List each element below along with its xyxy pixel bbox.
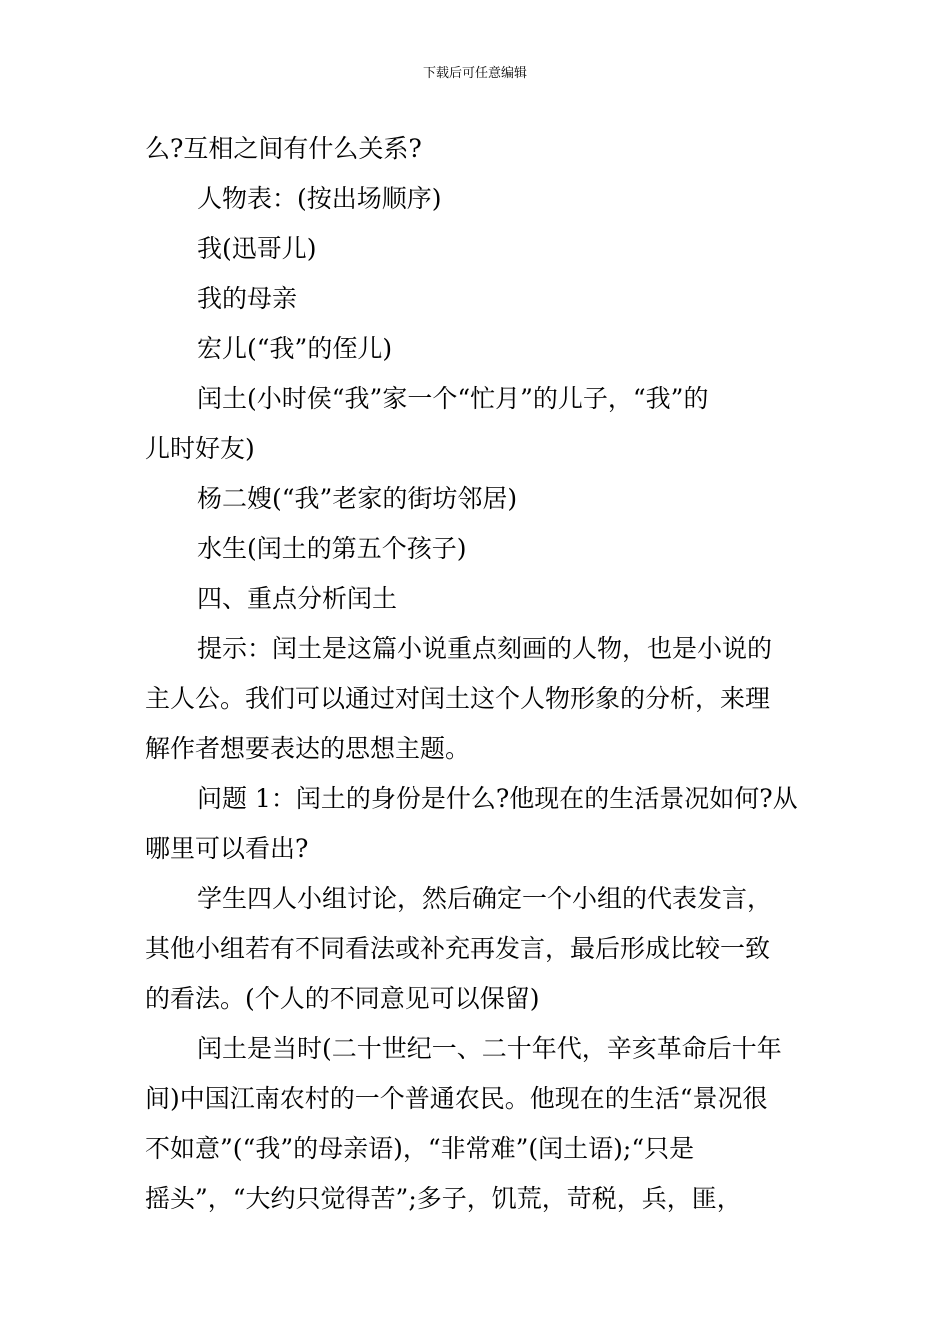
text-line: 闰土是当时(二十世纪一、二十年代，辛亥革命后十年 — [197, 1034, 782, 1063]
text-line: 摇头”，“大约只觉得苦”;多子，饥荒，苛税，兵，匪， — [145, 1184, 742, 1213]
page-header: 下载后可任意编辑 — [422, 66, 527, 81]
text-line: 问题 1：闰土的身份是什么?他现在的生活景况如何?从 — [197, 784, 798, 813]
text-line: 间)中国江南农村的一个普通农民。他现在的生活“景况很 — [145, 1084, 768, 1113]
text-line: 儿时好友) — [145, 434, 255, 463]
text-line: 我的母亲 — [197, 284, 298, 313]
text-line: 的看法。(个人的不同意见可以保留) — [145, 984, 540, 1013]
text-line: 水生(闰土的第五个孩子) — [197, 534, 467, 563]
text-line: 不如意”(“我”的母亲语)，“非常难”(闰土语);“只是 — [145, 1134, 695, 1163]
text-line: 解作者想要表达的思想主题。 — [145, 734, 471, 763]
text-line: 闰土(小时侯“我”家一个“忙月”的儿子，“我”的 — [197, 384, 709, 413]
text-line: 人物表：(按出场顺序) — [197, 184, 442, 213]
text-line: 么?互相之间有什么关系? — [145, 134, 422, 163]
text-line: 学生四人小组讨论，然后确定一个小组的代表发言， — [197, 884, 773, 913]
text-line: 杨二嫂(“我”老家的街坊邻居) — [197, 484, 518, 513]
text-line: 其他小组若有不同看法或补充再发言，最后形成比较一致 — [145, 934, 771, 963]
text-line: 宏儿(“我”的侄儿) — [197, 334, 393, 363]
section-heading: 四、重点分析闰土 — [197, 584, 398, 613]
document-body — [145, 124, 807, 1224]
text-line: 哪里可以看出? — [145, 834, 309, 863]
text-line: 我(迅哥儿) — [197, 234, 317, 263]
text-line: 提示：闰土是这篇小说重点刻画的人物，也是小说的 — [197, 634, 773, 663]
text-line: 主人公。我们可以通过对闰土这个人物形象的分析，来理 — [145, 684, 771, 713]
